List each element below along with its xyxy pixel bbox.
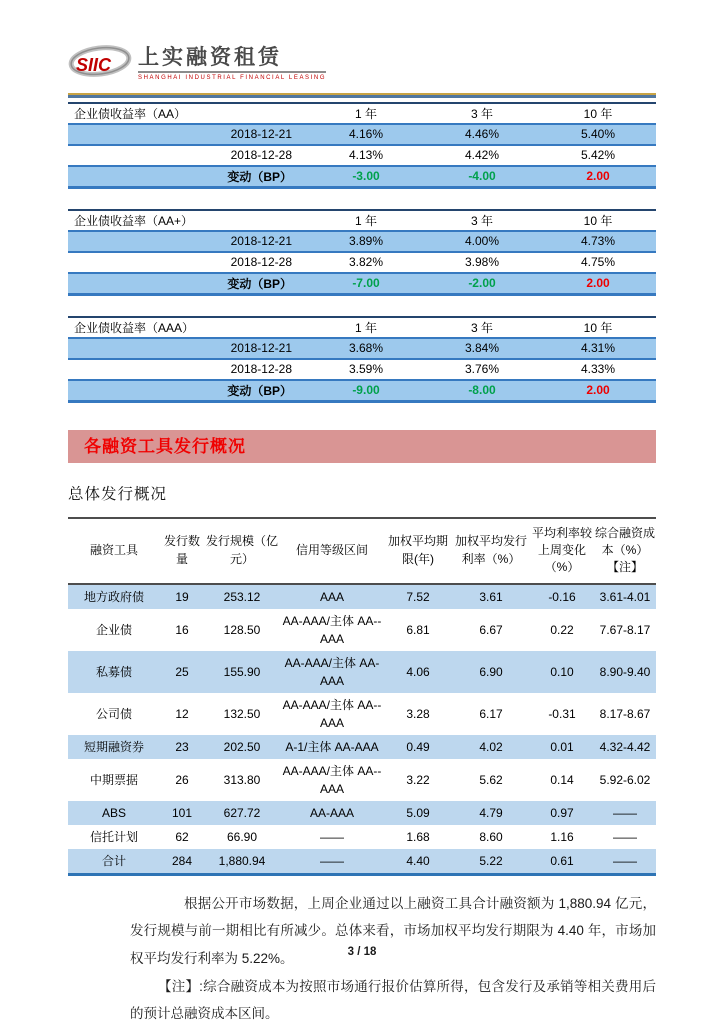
header-rule — [68, 93, 656, 98]
cell: 128.50 — [223, 622, 261, 637]
row-label: 2018-12-21 — [68, 338, 308, 359]
cell: 6.90 — [452, 651, 530, 693]
cell: -0.16 — [530, 584, 594, 609]
tool-name: 信托计划 — [89, 829, 138, 844]
cell: AA-AAA/主体 AA--AAA — [282, 763, 382, 796]
yield-value: 3.98% — [424, 252, 540, 273]
table-row — [68, 231, 656, 252]
yield-value: 4.13% — [308, 145, 424, 166]
cell: 8.17-8.67 — [599, 706, 651, 721]
cell: 3.61-4.01 — [594, 584, 656, 609]
col-header-count: 发行数量 — [160, 518, 204, 584]
yield-value: 5.40% — [540, 124, 656, 145]
cell: 4.02 — [452, 735, 530, 759]
cell: 313.80 — [223, 772, 261, 787]
cell: 7.67-8.17 — [599, 622, 651, 637]
cell: 19 — [160, 584, 204, 609]
cell: 101 — [160, 801, 204, 825]
yield-value: 3.89% — [308, 231, 424, 252]
change-value: 2.00 — [540, 166, 656, 188]
col-header-10y: 10 年 — [583, 106, 613, 121]
cell: —— — [594, 849, 656, 875]
table-row — [68, 359, 656, 380]
col-header-1y: 1 年 — [354, 106, 377, 121]
tool-name: 地方政府债 — [68, 584, 160, 609]
cell: 5.09 — [384, 801, 452, 825]
table-row — [68, 693, 656, 735]
cell: —— — [594, 801, 656, 825]
col-header-scale: 发行规模（亿元） — [204, 518, 280, 584]
cell: 0.22 — [550, 622, 574, 637]
cell: 7.52 — [384, 584, 452, 609]
yield-value: 3.82% — [308, 252, 424, 273]
note-paragraph: 【注】:综合融资成本为按照市场通行报价估算所得，包含发行及承销等相关费用后的预计总融资成本区间。 — [130, 978, 656, 1022]
col-header-1y: 1 年 — [354, 213, 377, 228]
table-row-total — [68, 849, 656, 875]
yield-value: 3.84% — [424, 338, 540, 359]
row-label: 变动（BP） — [68, 273, 308, 295]
table-row — [68, 252, 656, 273]
row-label: 2018-12-28 — [68, 359, 308, 380]
col-header-10y: 10 年 — [583, 213, 613, 228]
yield-table-aaa — [68, 316, 656, 403]
subsection-title: 总体发行概况 — [68, 485, 168, 503]
cell: 5.92-6.02 — [599, 772, 651, 787]
table-row-change — [68, 380, 656, 402]
tool-name: 公司债 — [95, 706, 132, 721]
table-row — [68, 609, 656, 651]
cell: —— — [613, 829, 637, 844]
siic-logo-text: SIIC — [76, 55, 112, 75]
yield-table-aa-plus — [68, 209, 656, 296]
col-header-3y: 3 年 — [470, 106, 493, 121]
cell: 6.67 — [479, 622, 503, 637]
col-header-3y: 3 年 — [470, 213, 493, 228]
cell: 0.01 — [530, 735, 594, 759]
col-header-tool: 融资工具 — [68, 518, 160, 584]
cell: 4.40 — [384, 849, 452, 875]
col-header-rate: 加权平均发行利率（%） — [452, 518, 530, 584]
cell: 284 — [160, 849, 204, 875]
yield-value: 3.59% — [308, 359, 424, 380]
cell: 3.28 — [406, 706, 430, 721]
row-label: 变动（BP） — [68, 166, 308, 188]
change-value: -3.00 — [308, 166, 424, 188]
cell: 1.68 — [406, 829, 430, 844]
change-value: -8.00 — [424, 380, 540, 402]
change-value: -2.00 — [424, 273, 540, 295]
cell: 4.06 — [384, 651, 452, 693]
summary-paragraph: 根据公开市场数据，上周企业通过以上融资工具合计融资额为 1,880.94 亿元，发行规模与前一期相比有所减少。总体来看，市场加权平均发行期限为 4.40 年，市场加权平均发行利率为 5.22%。 — [130, 895, 656, 967]
company-name-cn: 上实融资租赁 — [138, 46, 326, 73]
cell: AA-AAA — [280, 801, 384, 825]
cell: 23 — [160, 735, 204, 759]
yield-value: 4.75% — [540, 252, 656, 273]
cell: -0.31 — [548, 706, 576, 721]
cell: 0.10 — [530, 651, 594, 693]
change-value: -7.00 — [308, 273, 424, 295]
table-row — [68, 651, 656, 693]
row-label: 2018-12-21 — [68, 124, 308, 145]
table-row — [68, 584, 656, 609]
table-title: 企业债收益率（AA） — [74, 106, 187, 121]
cell: A-1/主体 AA-AAA — [280, 735, 384, 759]
cell: —— — [320, 829, 344, 844]
yield-value: 4.42% — [424, 145, 540, 166]
cell: 8.90-9.40 — [594, 651, 656, 693]
page-number: 3 / 18 — [347, 946, 377, 958]
cell: AA-AAA/主体 AA-AAA — [280, 651, 384, 693]
cell: 5.62 — [479, 772, 503, 787]
cell: 0.14 — [550, 772, 574, 787]
cell: 4.79 — [452, 801, 530, 825]
change-value: -4.00 — [424, 166, 540, 188]
cell: 3.22 — [406, 772, 430, 787]
cell: AAA — [280, 584, 384, 609]
tool-name: ABS — [68, 801, 160, 825]
yield-value: 4.31% — [540, 338, 656, 359]
cell: 155.90 — [204, 651, 280, 693]
tool-name: 短期融资券 — [68, 735, 160, 759]
table-header-row — [68, 210, 656, 231]
table-row — [68, 759, 656, 801]
table-row — [68, 801, 656, 825]
col-header-3y: 3 年 — [470, 320, 493, 335]
yield-value: 5.42% — [540, 145, 656, 166]
section-title-bar: 各融资工具发行概况 — [68, 430, 656, 463]
cell: 62 — [175, 829, 189, 844]
col-header-cost: 综合融资成本（%）【注】 — [594, 518, 656, 584]
cell: 1,880.94 — [204, 849, 280, 875]
row-label: 2018-12-21 — [68, 231, 308, 252]
col-header-1y: 1 年 — [354, 320, 377, 335]
col-header-10y: 10 年 — [583, 320, 613, 335]
col-header-change: 平均利率较上周变化（%） — [530, 518, 594, 584]
table-header-row — [68, 518, 656, 584]
col-header-rating: 信用等级区间 — [280, 518, 384, 584]
company-logo — [68, 42, 656, 90]
row-label: 2018-12-28 — [68, 145, 308, 166]
yield-value: 4.33% — [540, 359, 656, 380]
cell: AA-AAA/主体 AA--AAA — [282, 613, 382, 646]
cell: —— — [280, 849, 384, 875]
company-name-en: SHANGHAI INDUSTRIAL FINANCIAL LEASING — [138, 75, 327, 82]
table-row-change — [68, 273, 656, 295]
table-title: 企业债收益率（AA+） — [74, 213, 194, 228]
cell: 0.97 — [530, 801, 594, 825]
yield-table-aa — [68, 102, 656, 189]
cell: AA-AAA/主体 AA--AAA — [282, 697, 382, 730]
issuance-overview-table — [68, 517, 656, 876]
table-title: 企业债收益率（AAA） — [74, 320, 195, 335]
yield-value: 3.68% — [308, 338, 424, 359]
cell: 8.60 — [479, 829, 503, 844]
table-row — [68, 735, 656, 759]
change-value: -9.00 — [308, 380, 424, 402]
siic-logo-icon — [68, 42, 132, 89]
cell: 66.90 — [226, 829, 258, 844]
cell: 12 — [175, 706, 189, 721]
change-value: 2.00 — [540, 273, 656, 295]
change-value: 2.00 — [540, 380, 656, 402]
yield-value: 4.16% — [308, 124, 424, 145]
tool-name: 私募债 — [68, 651, 160, 693]
cell: 132.50 — [223, 706, 261, 721]
yield-value: 4.73% — [540, 231, 656, 252]
row-label: 变动（BP） — [68, 380, 308, 402]
cell: 4.32-4.42 — [594, 735, 656, 759]
table-row — [68, 338, 656, 359]
cell: 0.49 — [384, 735, 452, 759]
yield-value: 4.46% — [424, 124, 540, 145]
cell: 1.16 — [550, 829, 574, 844]
cell: 26 — [175, 772, 189, 787]
cell: 253.12 — [204, 584, 280, 609]
col-header-term: 加权平均期限(年) — [384, 518, 452, 584]
tool-name: 合计 — [68, 849, 160, 875]
cell: 6.17 — [479, 706, 503, 721]
row-label: 2018-12-28 — [68, 252, 308, 273]
cell: 5.22 — [452, 849, 530, 875]
table-row — [68, 145, 656, 166]
table-header-row — [68, 103, 656, 124]
cell: 16 — [175, 622, 189, 637]
table-row-change — [68, 166, 656, 188]
cell: 627.72 — [204, 801, 280, 825]
yield-value: 3.76% — [424, 359, 540, 380]
cell: 25 — [160, 651, 204, 693]
table-header-row — [68, 317, 656, 338]
cell: 3.61 — [452, 584, 530, 609]
table-row — [68, 825, 656, 849]
yield-value: 4.00% — [424, 231, 540, 252]
tool-name: 中期票据 — [89, 772, 138, 787]
cell: 202.50 — [204, 735, 280, 759]
table-row — [68, 124, 656, 145]
tool-name: 企业债 — [95, 622, 132, 637]
cell: 6.81 — [406, 622, 430, 637]
cell: 0.61 — [530, 849, 594, 875]
